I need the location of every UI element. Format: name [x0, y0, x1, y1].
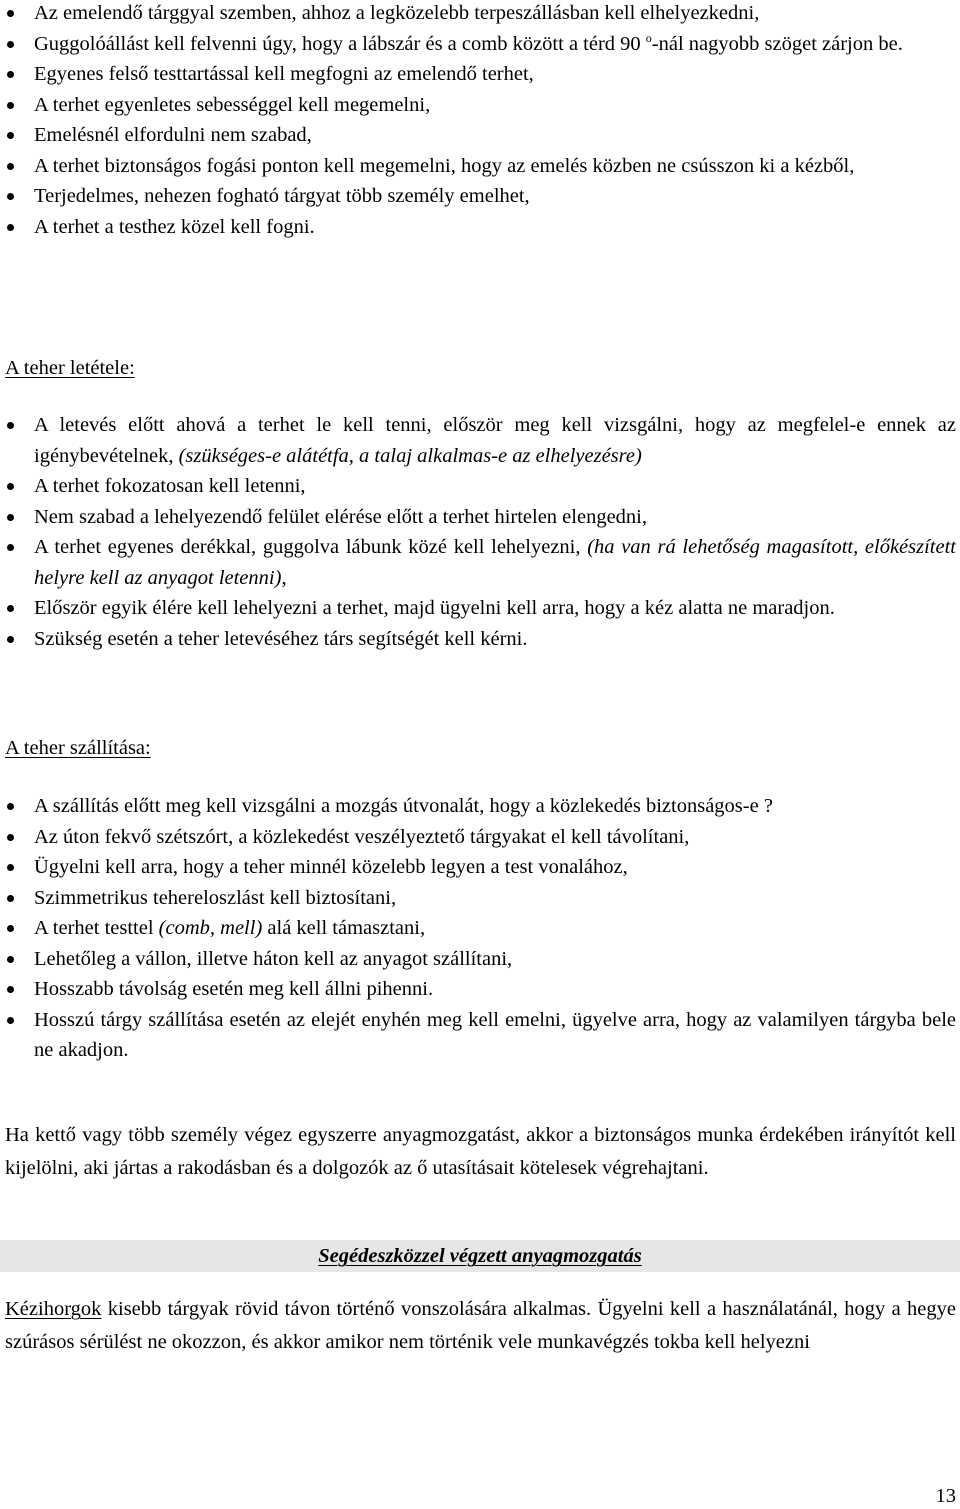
list-item: A terhet egyenletes sebességgel kell megemelni,: [5, 90, 956, 121]
list-item: Guggolóállást kell felvenni úgy, hogy a lábszár és a comb között a térd 90 $^o$-nál nagyobb szöget zárjon be.: [5, 29, 956, 60]
bullet-icon: [7, 41, 14, 48]
page-number: 13: [935, 1485, 956, 1507]
bullet-icon: [7, 163, 14, 170]
bullet-icon: [7, 514, 14, 521]
bullet-icon: [7, 71, 14, 78]
list-item: Emelésnél elfordulni nem szabad,: [5, 120, 956, 151]
list-item: Terjedelmes, nehezen fogható tárgyat több személy emelhet,: [5, 181, 956, 212]
bullet-icon: [7, 605, 14, 612]
bullet-icon: [7, 422, 14, 429]
paragraph-group-handling: Ha kettő vagy több személy végez egyszerre anyagmozgatást, akkor a biztonságos munka érdekében irányítót kell kijelölni, aki jártas a rakodásban és a dolgozók az ő utasításait kötelesek végrehajtani.: [5, 1124, 956, 1179]
bullet-icon: [7, 193, 14, 200]
list-item: Az emelendő tárggyal szemben, ahhoz a legközelebb terpeszállásban kell elhelyezkedni,: [5, 0, 956, 29]
list-item: A terhet biztonságos fogási ponton kell megemelni, hogy az emelés közben ne csússzon ki a kézből,: [5, 151, 956, 182]
heading-transport: A teher szállítása:: [5, 737, 151, 759]
section-title: Segédeszközzel végzett anyagmozgatás: [318, 1245, 642, 1267]
lifting-rules-list: [5, 0, 956, 242]
bullet-icon: [7, 1017, 14, 1024]
list-item: Ügyelni kell arra, hogy a teher minnél közelebb legyen a test vonalához,: [5, 852, 956, 883]
bullet-icon: [7, 956, 14, 963]
transport-rules-list: [5, 791, 956, 1066]
bullet-icon: [7, 986, 14, 993]
bullet-icon: [7, 102, 14, 109]
putdown-rules-list: [5, 410, 956, 654]
bullet-icon: [7, 864, 14, 871]
section-title-bar: [0, 1240, 960, 1272]
list-item: Szükség esetén a teher letevéséhez társ segítségét kell kérni.: [5, 624, 956, 655]
bullet-icon: [7, 803, 14, 810]
bullet-icon: [7, 132, 14, 139]
bullet-icon: [7, 636, 14, 643]
bullet-icon: [7, 895, 14, 902]
list-item: A szállítás előtt meg kell vizsgálni a mozgás útvonalát, hogy a közlekedés biztonságos-e ?: [5, 791, 956, 822]
bullet-icon: [7, 483, 14, 490]
bullet-icon: [7, 10, 14, 17]
list-item: Lehetőleg a vállon, illetve háton kell az anyagot szállítani,: [5, 944, 956, 975]
paragraph-hand-hooks: Kézihorgok kisebb tárgyak rövid távon történő vonszolására alkalmas. Ügyelni kell a használatánál, hogy a hegye szúrásos sérülést ne okozzon, és akkor amikor nem történik vele munkavégzés tokba kell helyezni: [5, 1298, 956, 1353]
list-item: Hosszú tárgy szállítása esetén az elejét enyhén meg kell emelni, ügyelve arra, hogy az valamilyen tárgyba bele ne akadjon.: [5, 1005, 956, 1066]
bullet-icon: [7, 224, 14, 231]
list-item: Hosszabb távolság esetén meg kell állni pihenni.: [5, 974, 956, 1005]
list-item: A terhet fokozatosan kell letenni,: [5, 471, 956, 502]
bullet-icon: [7, 834, 14, 841]
bullet-icon: [7, 544, 14, 551]
list-item: Az úton fekvő szétszórt, a közlekedést veszélyeztető tárgyakat el kell távolítani,: [5, 822, 956, 853]
heading-putdown: A teher letétele:: [5, 357, 135, 379]
list-item: A terhet testtel (comb, mell) alá kell támasztani,: [5, 913, 956, 944]
term-hand-hooks: Kézihorgok: [5, 1298, 102, 1320]
list-item: A terhet a testhez közel kell fogni.: [5, 212, 956, 243]
list-item: Egyenes felső testtartással kell megfogni az emelendő terhet,: [5, 59, 956, 90]
list-item: Nem szabad a lehelyezendő felület elérése előtt a terhet hirtelen elengedni,: [5, 502, 956, 533]
list-item: A letevés előtt ahová a terhet le kell tenni, először meg kell vizsgálni, hogy az megfelel-e ennek az igénybevételnek, (szükséges-e alátétfa, a talaj alkalmas-e az elhelyezésre): [5, 410, 956, 471]
bullet-icon: [7, 925, 14, 932]
list-item: Először egyik élére kell lehelyezni a terhet, majd ügyelni kell arra, hogy a kéz alatta ne maradjon.: [5, 593, 956, 624]
list-item: A terhet egyenes derékkal, guggolva lábunk közé kell lehelyezni, (ha van rá lehetőség magasított, előkészített helyre kell az anyagot letenni),: [5, 532, 956, 593]
list-item: Szimmetrikus tehereloszlást kell biztosítani,: [5, 883, 956, 914]
